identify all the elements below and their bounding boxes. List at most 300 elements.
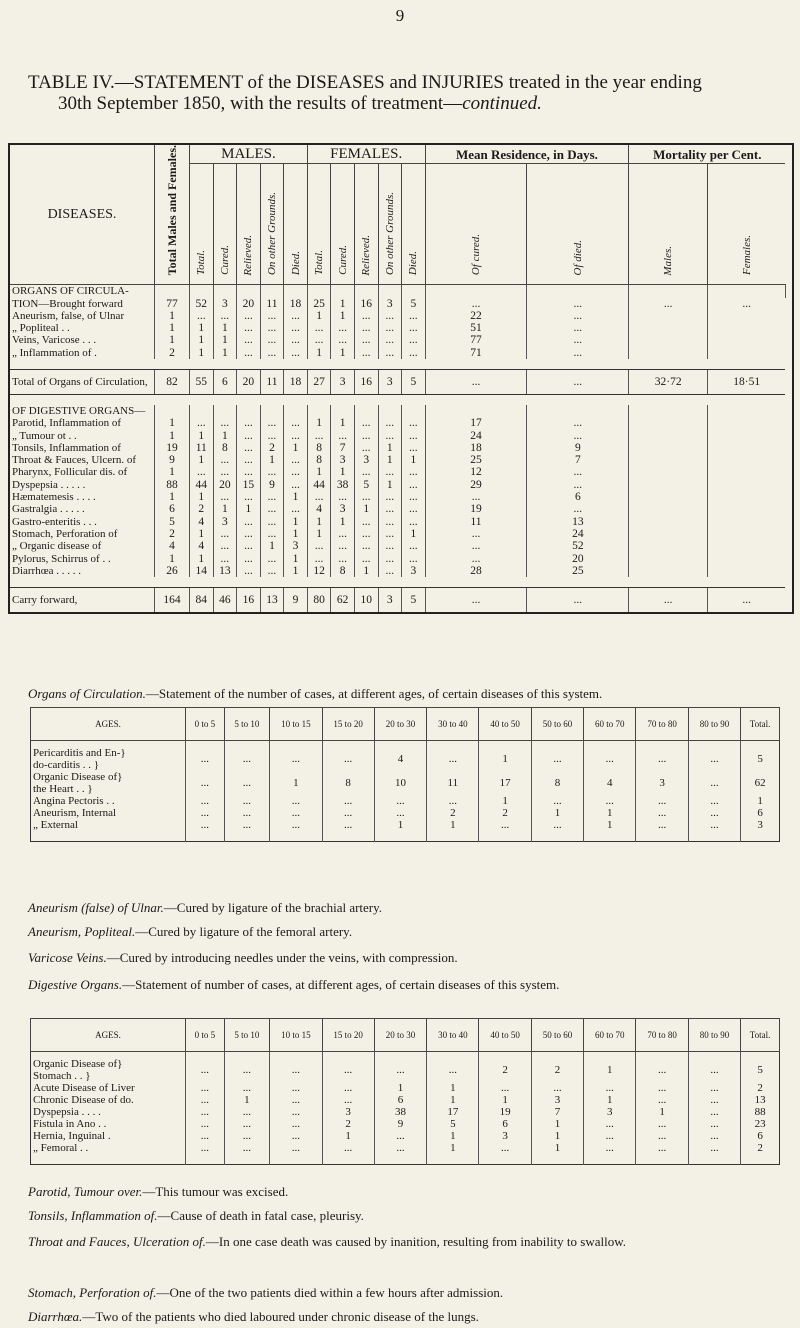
age-value: ... — [186, 807, 225, 819]
age-value: 5 — [427, 1118, 479, 1130]
cell-value — [402, 405, 426, 417]
cell-value: ... — [378, 334, 402, 346]
cell-value: 1 — [155, 334, 190, 346]
age-header: AGES. — [31, 1019, 186, 1052]
cell-value: ... — [331, 491, 355, 503]
cell-value: 1 — [237, 503, 261, 515]
cell-value: 6 — [213, 370, 237, 395]
cell-value: ... — [260, 334, 284, 346]
cell-value: 1 — [284, 565, 308, 577]
age-value: ... — [688, 1052, 740, 1083]
cell-value: 14 — [190, 565, 214, 577]
age-value: ... — [224, 807, 270, 819]
cell-value: 11 — [190, 442, 214, 454]
cell-value: 13 — [213, 565, 237, 577]
age-header: 5 to 10 — [224, 708, 270, 741]
cell-value: ... — [237, 553, 261, 565]
cell-value: ... — [354, 553, 378, 565]
males-header: MALES. — [190, 144, 308, 164]
sub-header — [331, 164, 355, 285]
note-label: Parotid, Tumour over. — [28, 1184, 143, 1199]
age-value: 1 — [427, 1130, 479, 1142]
age-value: 6 — [374, 1094, 426, 1106]
cell-value: ... — [402, 540, 426, 552]
cell-value: ... — [260, 310, 284, 322]
cell-value: ... — [425, 553, 527, 565]
age-value: ... — [186, 1130, 225, 1142]
age-value: 3 — [322, 1106, 374, 1118]
cell-value: ... — [260, 503, 284, 515]
cell-value: 20 — [527, 553, 629, 565]
disease-name: Veins, Varicose . . . — [12, 334, 97, 347]
age-value: ... — [688, 1118, 740, 1130]
cell-value: 11 — [260, 370, 284, 395]
age-value: 17 — [427, 1106, 479, 1118]
cell-value: 5 — [402, 588, 426, 614]
cell-value: ... — [331, 528, 355, 540]
age-value: ... — [270, 807, 322, 819]
cell-value — [708, 553, 786, 565]
name-line-2: Stomach . . } — [33, 1070, 91, 1082]
cell-value: 2 — [155, 528, 190, 540]
cell-value: ... — [354, 417, 378, 429]
cell-value — [425, 405, 527, 417]
table-row — [9, 577, 793, 588]
age-value: 13 — [741, 1094, 780, 1106]
age-row — [31, 741, 780, 772]
table-heading — [28, 72, 788, 114]
cell-value: ... — [402, 430, 426, 442]
age-row-name — [31, 819, 186, 842]
age-value: ... — [531, 819, 583, 842]
cell-value: 1 — [260, 540, 284, 552]
cell-value: 1 — [307, 466, 331, 478]
age-value: 3 — [531, 1094, 583, 1106]
cell-value: 4 — [155, 540, 190, 552]
cell-value: 1 — [155, 430, 190, 442]
age-value: 1 — [531, 807, 583, 819]
cell-value — [708, 285, 786, 298]
cell-value: 3 — [402, 565, 426, 577]
cell-value: 7 — [527, 454, 629, 466]
name-line: Fistula in Ano . . — [33, 1118, 107, 1130]
cell-value: ... — [213, 466, 237, 478]
age-row-name — [31, 1142, 186, 1165]
cell-value: 25 — [527, 565, 629, 577]
cell-value: ... — [402, 503, 426, 515]
cell-value: ... — [378, 430, 402, 442]
cell-value: 5 — [354, 479, 378, 491]
cell-value: 8 — [307, 454, 331, 466]
sub-header — [307, 164, 331, 285]
age-header: 70 to 80 — [636, 708, 688, 741]
age-header: 30 to 40 — [427, 1019, 479, 1052]
sub-header-label: Of cured. — [470, 234, 483, 276]
cell-value: ... — [190, 310, 214, 322]
age-row — [31, 1118, 780, 1130]
age-value: ... — [479, 1142, 531, 1165]
sub-header-label: Cured. — [336, 245, 349, 276]
age-value: 1 — [531, 1118, 583, 1130]
age-value: ... — [636, 1118, 688, 1130]
disease-name: Pharynx, Follicular dis. of — [12, 466, 128, 479]
table-row — [9, 503, 793, 515]
cell-value: ... — [629, 588, 708, 614]
age-header: 5 to 10 — [224, 1019, 270, 1052]
cell-value — [629, 454, 708, 466]
cell-value: ... — [237, 334, 261, 346]
cell-value: ... — [284, 430, 308, 442]
age-value: 3 — [741, 819, 780, 842]
cell-value: ... — [237, 466, 261, 478]
age-value: 23 — [741, 1118, 780, 1130]
cell-value: ... — [354, 347, 378, 359]
note-paragraph — [28, 924, 788, 940]
cell-value: ... — [378, 540, 402, 552]
cell-value: 1 — [307, 310, 331, 322]
cell-value — [708, 516, 786, 528]
sub-header — [237, 164, 261, 285]
cell-value: ... — [260, 466, 284, 478]
spacer — [9, 395, 785, 406]
cell-value: 1 — [331, 417, 355, 429]
disease-name: TION—Brought forward — [12, 297, 123, 310]
cell-value: ... — [190, 417, 214, 429]
age-value: ... — [374, 1130, 426, 1142]
cell-value: 22 — [425, 310, 527, 322]
age-row — [31, 771, 780, 795]
name-line: Hernia, Inguinal . — [33, 1130, 111, 1142]
cell-value — [307, 405, 331, 417]
cell-value: ... — [527, 588, 629, 614]
age-row — [31, 1052, 780, 1083]
age-value: ... — [322, 807, 374, 819]
cell-value: 44 — [307, 479, 331, 491]
table-row — [9, 298, 793, 310]
sub-header-label: Died. — [407, 251, 420, 276]
cell-value: 5 — [402, 370, 426, 395]
note-text: —Cured by introducing needles under the veins, with compression. — [106, 950, 458, 965]
cell-value — [307, 285, 331, 298]
age-value: ... — [186, 741, 225, 772]
age-value: ... — [584, 795, 636, 807]
cell-value: ... — [284, 322, 308, 334]
cell-value: ... — [527, 430, 629, 442]
age-row — [31, 795, 780, 807]
age-value: ... — [322, 795, 374, 807]
age-row — [31, 807, 780, 819]
note-text: —Cured by ligature of the femoral artery. — [135, 924, 353, 939]
disease-statement-table — [8, 143, 794, 614]
age-row — [31, 1130, 780, 1142]
circulation-ages-table — [30, 707, 780, 842]
age-value: 5 — [741, 741, 780, 772]
cell-value: ... — [213, 310, 237, 322]
cell-value: ... — [213, 553, 237, 565]
cell-value: 1 — [402, 528, 426, 540]
cell-value: 52 — [190, 298, 214, 310]
cell-value: ... — [402, 479, 426, 491]
age-value: ... — [224, 771, 270, 795]
cell-value — [190, 405, 214, 417]
cell-value: ... — [527, 322, 629, 334]
note-paragraph — [28, 900, 788, 916]
cell-value: 1 — [354, 503, 378, 515]
cell-value: ... — [354, 491, 378, 503]
age-value: ... — [270, 819, 322, 842]
age-value: 1 — [374, 1082, 426, 1094]
age-value: ... — [186, 1052, 225, 1083]
cell-value: 1 — [260, 454, 284, 466]
cell-value: 16 — [237, 588, 261, 614]
cell-value: ... — [425, 528, 527, 540]
sub-header — [354, 164, 378, 285]
age-value: 1 — [427, 1094, 479, 1106]
sub-header-label: Of died. — [571, 239, 584, 276]
cell-value: ... — [260, 417, 284, 429]
note-label: Diarrhœa. — [28, 1309, 83, 1324]
table-row — [9, 479, 793, 491]
cell-value: ... — [402, 442, 426, 454]
table-row — [9, 322, 793, 334]
sub-header-label: Relieved. — [360, 234, 373, 276]
age-value: ... — [270, 1130, 322, 1142]
cell-value: 1 — [155, 553, 190, 565]
cell-value: 1 — [213, 322, 237, 334]
age-value: 19 — [479, 1106, 531, 1118]
age-value: ... — [224, 1130, 270, 1142]
cell-value: 5 — [402, 298, 426, 310]
age-value: 6 — [479, 1118, 531, 1130]
disease-name: ORGANS OF CIRCULA- — [12, 285, 129, 298]
disease-name: Dyspepsia . . . . . — [12, 478, 86, 491]
name-line: Dyspepsia . . . . — [33, 1106, 101, 1118]
age-header: 60 to 70 — [584, 1019, 636, 1052]
age-value: ... — [224, 741, 270, 772]
table-row — [9, 395, 793, 406]
cell-value: ... — [237, 528, 261, 540]
cell-value: 4 — [190, 516, 214, 528]
cell-value: 27 — [307, 370, 331, 395]
cell-value: ... — [260, 565, 284, 577]
age-value: ... — [270, 1142, 322, 1165]
cell-value — [629, 466, 708, 478]
age-value: 1 — [531, 1130, 583, 1142]
age-value: ... — [688, 1094, 740, 1106]
cell-value: ... — [284, 479, 308, 491]
note-label: Aneurism, Popliteal. — [28, 924, 136, 939]
note-label: Stomach, Perforation of. — [28, 1285, 157, 1300]
cell-value — [527, 405, 629, 417]
age-header: 60 to 70 — [584, 708, 636, 741]
cell-value: 1 — [307, 417, 331, 429]
age-row-name — [31, 741, 186, 772]
cell-value — [629, 285, 708, 298]
cell-value — [629, 479, 708, 491]
cell-value: 84 — [190, 588, 214, 614]
cell-value: 4 — [190, 540, 214, 552]
cell-value — [378, 285, 402, 298]
cell-value: ... — [331, 540, 355, 552]
cell-value — [708, 528, 786, 540]
cell-value: ... — [378, 417, 402, 429]
age-value: ... — [374, 1142, 426, 1165]
cell-value: ... — [307, 430, 331, 442]
cell-value: ... — [237, 540, 261, 552]
cell-value — [425, 285, 527, 298]
cell-value: 82 — [155, 370, 190, 395]
table-row — [9, 491, 793, 503]
cell-value: ... — [307, 334, 331, 346]
cell-value: 3 — [378, 298, 402, 310]
cell-value: ... — [527, 503, 629, 515]
cell-value: 77 — [425, 334, 527, 346]
cell-value — [155, 405, 190, 417]
cell-value: ... — [331, 322, 355, 334]
cell-value: 1 — [307, 528, 331, 540]
table-row — [9, 565, 793, 577]
cell-value: 3 — [331, 454, 355, 466]
cell-value: 1 — [331, 298, 355, 310]
age-header: 0 to 5 — [186, 1019, 225, 1052]
cell-value: ... — [708, 298, 786, 310]
cell-value — [629, 516, 708, 528]
age-value: 1 — [584, 1094, 636, 1106]
name-line-2: the Heart . . } — [33, 783, 93, 795]
cell-value: ... — [260, 322, 284, 334]
cell-value: 1 — [190, 430, 214, 442]
age-value: ... — [688, 771, 740, 795]
cell-value: 13 — [260, 588, 284, 614]
age-value: 2 — [427, 807, 479, 819]
age-value: ... — [584, 741, 636, 772]
cell-value — [708, 430, 786, 442]
cell-value: ... — [378, 466, 402, 478]
age-value: 8 — [531, 771, 583, 795]
cell-value: ... — [213, 417, 237, 429]
cell-value: 12 — [425, 466, 527, 478]
cell-value: ... — [260, 347, 284, 359]
cell-value — [629, 528, 708, 540]
disease-name: „ Inflammation of . — [12, 346, 97, 359]
sub-header — [378, 164, 402, 285]
cell-value: ... — [260, 516, 284, 528]
cell-value: 20 — [237, 370, 261, 395]
note-paragraph — [28, 1309, 788, 1325]
cell-value — [237, 285, 261, 298]
cell-value: 1 — [155, 322, 190, 334]
age-header: 40 to 50 — [479, 708, 531, 741]
age-value: 1 — [636, 1106, 688, 1118]
age-row-name — [31, 1118, 186, 1130]
cell-value: 1 — [307, 516, 331, 528]
disease-name: „ Organic disease of — [12, 540, 102, 553]
age-value: 1 — [584, 819, 636, 842]
age-row-name — [31, 1052, 186, 1083]
age-header: 10 to 15 — [270, 708, 322, 741]
age-header: 40 to 50 — [479, 1019, 531, 1052]
cell-value — [708, 503, 786, 515]
cell-value — [629, 565, 708, 577]
cell-value: ... — [307, 491, 331, 503]
age-value: ... — [322, 1052, 374, 1083]
note-label: Varicose Veins. — [28, 950, 107, 965]
cell-value — [629, 334, 708, 346]
cell-value: 1 — [213, 334, 237, 346]
cell-value: ... — [378, 553, 402, 565]
cell-value — [155, 285, 190, 298]
cell-value — [629, 540, 708, 552]
table-row — [9, 553, 793, 565]
note-paragraph — [28, 1285, 788, 1301]
age-value: 1 — [224, 1094, 270, 1106]
disease-name: OF DIGESTIVE ORGANS— — [12, 405, 146, 417]
sub-header-label: Total. — [195, 250, 208, 276]
cell-value: 1 — [190, 553, 214, 565]
cell-value — [629, 553, 708, 565]
cell-value: ... — [284, 334, 308, 346]
cell-value: ... — [378, 516, 402, 528]
age-value: 11 — [427, 771, 479, 795]
age-value: ... — [270, 1082, 322, 1094]
name-line: Chronic Disease of do. — [33, 1094, 134, 1106]
cell-value: ... — [402, 417, 426, 429]
cell-value: 1 — [213, 503, 237, 515]
age-header: 0 to 5 — [186, 708, 225, 741]
spacer — [9, 577, 785, 588]
age-header: Total. — [741, 708, 780, 741]
cell-value: ... — [260, 491, 284, 503]
disease-name: Carry forward, — [9, 588, 155, 614]
cell-value: ... — [527, 479, 629, 491]
cell-value: 18 — [284, 298, 308, 310]
cell-value — [708, 310, 786, 322]
age-header: 30 to 40 — [427, 708, 479, 741]
name-line: Organic Disease of} — [33, 771, 123, 783]
disease-name: „ Tumour ot . . — [12, 429, 77, 442]
age-value: 4 — [374, 741, 426, 772]
disease-name: Stomach, Perforation of — [12, 527, 118, 540]
note-label: Tonsils, Inflammation of. — [28, 1208, 158, 1223]
cell-value: 7 — [331, 442, 355, 454]
age-value: ... — [584, 1118, 636, 1130]
cell-value: 9 — [155, 454, 190, 466]
disease-name: Total of Organs of Circulation, — [9, 370, 155, 395]
cell-value: ... — [331, 334, 355, 346]
cell-value — [629, 442, 708, 454]
cell-value: 25 — [307, 298, 331, 310]
table-row — [9, 528, 793, 540]
disease-name: Hæmatemesis . . . . — [12, 491, 96, 504]
age-value: ... — [322, 1082, 374, 1094]
age-value: 1 — [479, 741, 531, 772]
age-value: ... — [531, 741, 583, 772]
age-value: 2 — [741, 1082, 780, 1094]
disease-name: Throat & Fauces, Ulcern. of — [12, 454, 137, 467]
age-row — [31, 1106, 780, 1118]
sub-header — [402, 164, 426, 285]
cell-value: ... — [402, 322, 426, 334]
age-value: 1 — [322, 1130, 374, 1142]
cell-value: 3 — [331, 503, 355, 515]
cell-value: ... — [237, 322, 261, 334]
cell-value: 18 — [425, 442, 527, 454]
cell-value: ... — [402, 347, 426, 359]
cell-value: ... — [354, 516, 378, 528]
cell-value: ... — [527, 417, 629, 429]
cell-value — [708, 565, 786, 577]
cell-value: ... — [527, 310, 629, 322]
